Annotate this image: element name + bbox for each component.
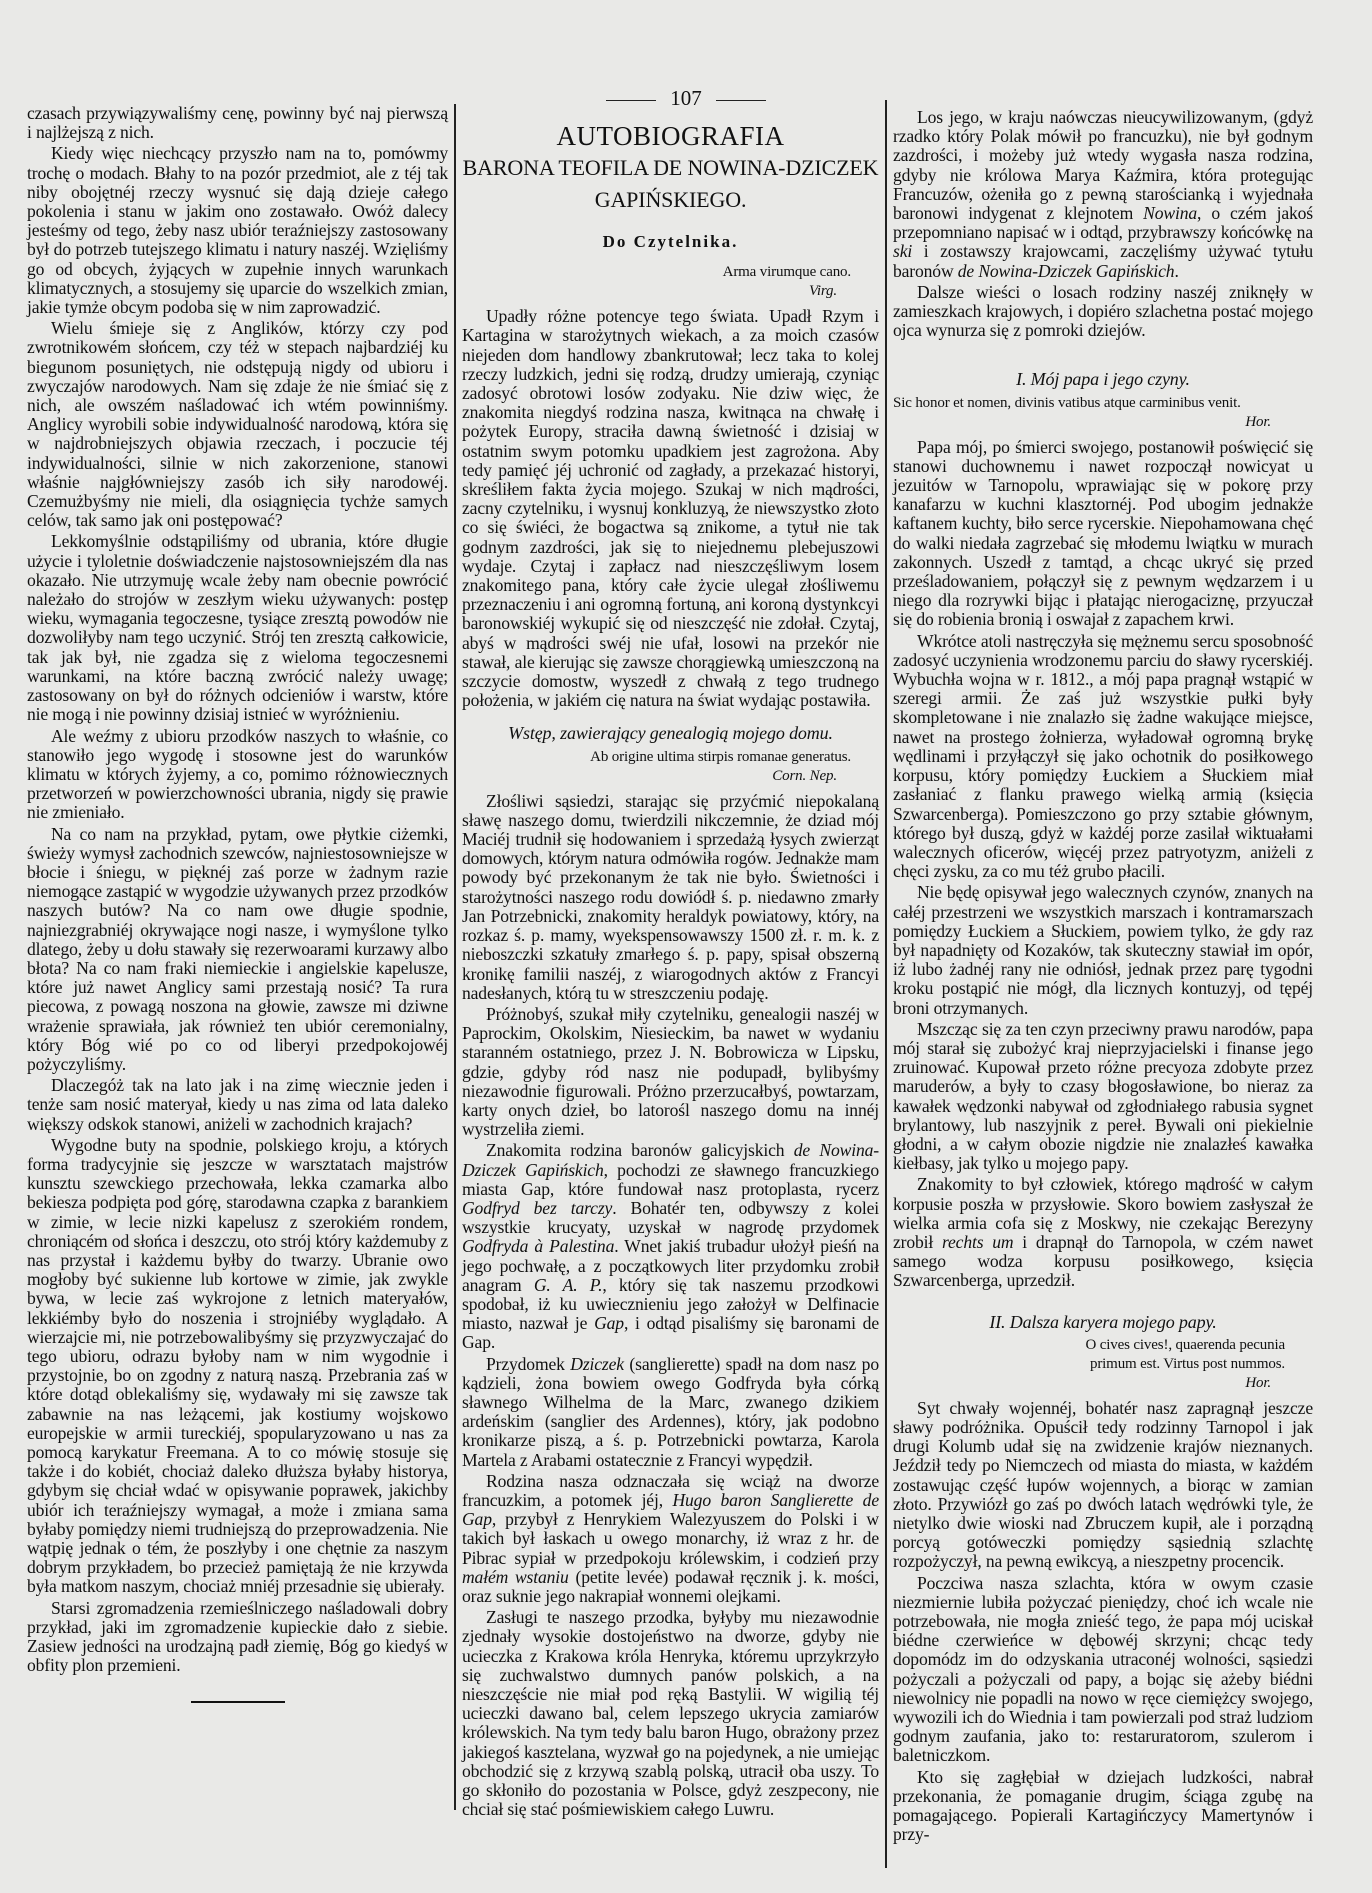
- italic-text: Nowina: [1143, 203, 1198, 224]
- italic-text: rechts um: [941, 1231, 1014, 1252]
- paragraph: [893, 283, 1313, 341]
- text: i zostawszy krajowcami, zaczęliśmy używać tytułu baronów: [893, 241, 1313, 281]
- paragraph: [27, 319, 448, 530]
- column-divider-right: [885, 100, 887, 1868]
- epigraph-line: primum est. Virtus post nummos.: [1089, 1355, 1285, 1372]
- epigraph-line: O cives cives!, quaerenda pecunia: [1085, 1336, 1285, 1353]
- paragraph: [462, 1608, 879, 1819]
- genealogy-paragraphs: [462, 792, 879, 1820]
- epigraph: Sic honor et nomen, divinis vatibus atque carminibus venit.: [893, 394, 1241, 411]
- text: Próżnobyś, szukał miły czytelniku, genealogii naszéj w Paprockim, Okolskim, Niesieckim, ba nawet w wydaniu staranném ostatniego, przez J. N. Bobrowicza w Lipsku, gdzie, gdyby ród nasz nie podupadł, bylibyśmy niezawodnie figurowali. Próżno przerzucałbyś, powtarzam, karty onych dzieł, bo latorośl naszego domu na innéj wystrzeliła ziemi.: [462, 1003, 879, 1140]
- column-1-paragraphs: [27, 104, 448, 1675]
- text: Wielu śmieje się z Anglików, którzy czy pod zwrotnikowém słońcem, czy téż w stepach najbardziéj ku biegunom posuniętych, nie odstępują nigdy od ubioru i zwyczajów narodowych. Nam się zdaje że nie śmiać się z nich, ale owszém naśladować ich wtém powinniśmy. Anglicy wyrobili sobie indywidualność narodową, która się w najdrobniejszych objawia rzeczach, i poczucie téj indywidualności, silnie w nich zakorzenione, stanowi właśnie najgłówniejszy zasób ich siły narodowéj. Czemużbyśmy nie mieli, dla osiągnięcia tychże samych celów, tak samo jak oni postępować?: [27, 318, 448, 531]
- italic-text: Dziczek: [570, 1353, 624, 1374]
- dedication-heading: Do Czytelnika.: [602, 232, 739, 251]
- text: Przydomek: [486, 1353, 571, 1374]
- paragraph: [462, 1005, 879, 1139]
- italic-text: de Nowina-Dziczek Gapińskich: [462, 1140, 879, 1180]
- text: Ale weźmy z ubioru przodków naszych to właśnie, co stanowiło jego wygodę i stosowne jest do warunków klimatu w których żyjemy, a co, pomimo różnowiecznych przetworzeń w powierzchowności ubrania, nigdy się prawie nie zmieniało.: [27, 725, 448, 823]
- italic-text: małém wstaniu: [462, 1566, 569, 1587]
- text: Papa mój, po śmierci swojego, postanowił poświęcić się stanowi duchownemu i nawet rozpoczął nowicyat u jezuitów w Tarnopolu, wprawiając się w pokorę przy kanafarzu w kuchni klasztornéj. Pod ubogim jednakże kaftanem kuchty, biło serce rycerskie. Niepohamowana chęć do walki niedała zagrzebać się młodemu lwiątku w murach zakonnych. Uszedł z tamtąd, a chcąc ukryć się przed prześladowaniem, połączył się z pewnym wędzarzem i u niego dla rozrywki bijąc i płatając nierogaciznę, przyuczał się do robienia bronią i oswajał z zapachem krwi.: [893, 436, 1313, 630]
- chapter-1-paragraphs: [893, 438, 1313, 1291]
- italic-text: Godfryd bez tarczy: [462, 1197, 613, 1218]
- column-2: [462, 112, 879, 1821]
- italic-text: G. A. P.: [533, 1274, 603, 1295]
- column-divider-left: [454, 104, 456, 1810]
- text: i drapnął do Tarnopola, w czém nawet samego wodza korpusu posiłkowego, księcia Szwarcenberga, uprzedził.: [893, 1231, 1313, 1291]
- paragraph: [462, 307, 879, 710]
- text: Kto się zagłębiał w dziejach ludzkości, nabrał przekonania, że pomaganie drugim, ściąga zgubę na pomagającego. Popierali Kartagińczycy Mamertynów i przy-: [893, 1766, 1313, 1845]
- text: Los jego, w kraju naówczas nieucywilizowanym, (gdyż rzadko który Polak mówił po francuzku), nie był godnym zazdrości, i możeby już wtedy wygasła nasza rodzina, gdyby nie królowa Marya Kaźmira, która protegując Francuzów, ożeniła go z pewną starościanką i wyjednała baronowi indygenat z klejnotem: [893, 107, 1313, 224]
- page-number-text: 107: [670, 86, 702, 110]
- paragraph: [893, 108, 1313, 281]
- column-1: [27, 104, 448, 1703]
- epigraph-author: Virg.: [809, 283, 837, 300]
- section-heading: Wstęp, zawierający genealogią mojego domu.: [508, 723, 833, 744]
- text: Złośliwi sąsiedzi, starając się przyćmić niepokalaną sławę naszego domu, twierdzili nikczemnie, że dziad mój Maciéj trudnił się hodowaniem i sprzedażą łysych zwierząt domowych, którym natura odmówiła rogów. Jednakże mam powody być przekonanym że tak nie było. Świetności i starożytności naszego rodu dowiódł ś. p. niedawno zmarły Jan Potrzebnicki, znakomity heraldyk powiatowy, który, na rozkaz ś. p. mamy, wyekspensowawszy 1500 zł. r. m. k. z nieboszczki szkatuły zmarłego ś. p. papy, spisał obszerną kronikę familii naszéj, z wiarogodnych aktów z Francyi nadesłanych, którą tu w streszczeniu podaję.: [462, 790, 879, 1003]
- paragraph: [893, 1768, 1313, 1845]
- paragraph: [893, 1175, 1313, 1290]
- column-3: [893, 108, 1313, 1846]
- text: , który się tak naszemu przodkowi spodobał, iż ku uwiecznieniu jego założył w Delfinacie miasto, nazwał je: [462, 1274, 880, 1334]
- chapter-1-heading: I. Mój papa i jego czyny.: [1016, 369, 1190, 390]
- text: Dlaczegóż tak na lato jak i na zimę wiecznie jeden i tenże sam nosić materyał, kiedy u nas zima od lata daleko większy odskok stanowi, aniżeli w zachodnich krajach?: [27, 1075, 448, 1134]
- intro-paragraphs: [462, 307, 879, 710]
- text: Syt chwały wojennéj, bohatér nasz zapragnął jeszcze sławy podróżnika. Opuścił tedy rodzinny Tarnopol i jak drugi Kolumb udał się na zwidzenie krajów nieznanych. Jeździł tedy po Niemczech od miasta do miasta, w każdém zostawując część łupów wojennych, a biorąc w zamian złoto. Przywiózł go zaś po dwóch latach wędrówki tyle, że nietylko dwie wioski nad Zbruczem kupił, ale i porządną porcyą gotóweczki pomiędzy sąsiednią szlachtę rozpożyczył, na pewną ewikcyą, a nieszpetny procencik.: [893, 1397, 1313, 1572]
- text: Na co nam na przykład, pytam, owe płytkie ciżemki, świeży wymysł zachodnich szewców, najniestosowniejsze w błocie i śniegu, w pięknéj zaś porze w żadnym razie niemogące zastąpić w wygodzie używanych przez przodków naszych butów? Na co nam owe długie spodnie, najniezgrabniéj okrywające nogi nasze, i wymyślone tylko dlatego, żeby u dołu stawały się rezerwoarami kurzawy albo błota? Na co nam fraki niemieckie i angielskie kapelusze, które już nawet Anglicy sami przestają nosić? Ta rura piecowa, z powagą noszona na głowie, zawsze mi dziwne wrażenie sprawiała, jak również ten ubiór ceremonialny, który Bóg wié po co od liberyi przedpokojowéj pożyczyliśmy.: [27, 823, 448, 1074]
- text: czasach przywiązywaliśmy cenę, powinny być naj pierwszą i najlżejszą z nich.: [27, 103, 448, 143]
- text: , o czém jakoś przepomniano napisać w i odtąd, przybrawszy końcówkę na: [893, 203, 1313, 243]
- paragraph: [462, 1141, 879, 1352]
- paragraph: [893, 1399, 1313, 1572]
- text: Upadły różne potencye tego świata. Upadł Rzym i Kartagina w starożytnych wiekach, a za moich czasów niejeden dom handlowy zbankrutował; lecz taka to kolej rzeczy ludzkich, jedni się rodzą, drudzy umierają, czyniąc zadosyć obrotowi losów zodyaku. Nie dziw więc, że znakomita niegdyś rodzina nasza, kwitnąca na chwałę i pożytek Europy, straciła dawną świetność i dzisiaj w ostatnim swym potomku upadkiem jest zagrożona. Aby tedy pamięć jéj uchronić od zagłady, a przekazać historyi, skreśliłem fakta życia mojego. Szukaj w nich mądrości, zacny czytelniku, i wysnuj konkluzyą, że niewszystko złoto co się świéci, że bogactwa są znikome, a tytuł nie tak godnym zazdrości, jak się to niejednemu plebejuszowi wydaje. Czytaj i zapłacz nad nieszczęśliwym losem znakomitego pana, który całe życie ulegał złośliwemu przeznaczeniu i ani ogromną fortuną, ani koroną dystynkcyi baronowskiéj wykupić się od nieszczęść nie zdołał. Czytaj, abyś w mądrości swéj nie ufał, losowi na przekór nie stawał, ale kierując się zawsze chorągiewką umieszczoną na szczycie domostw, wyszedł z chwałą z tego trudnego położenia, w jakiém cię natura na świat wydając postawiła.: [462, 306, 879, 711]
- paragraph: [27, 1599, 448, 1676]
- italic-text: de Nowina-Dziczek Gapińskich: [957, 260, 1175, 281]
- text: Mszcząc się za ten czyn przeciwny prawu narodów, papa mój starał się zubożyć kraj nieprzyjacielski i finanse jego zruinować. Kupował przeto różne precyoza zdobyte przez maruderów, a były to czasy błogosławione, bo nieraz za kawałek wędzonki nabywał od zgłodniałego rabusia sygnet brylantowy, lub naszyjnik z pereł. Bywali oni piekielnie głodni, a w całym obozie nigdzie nie znalazłeś kawałka kiełbasy, jak tylko u mojego papy.: [893, 1018, 1313, 1174]
- paragraph: [27, 1076, 448, 1134]
- text: Starsi zgromadzenia rzemieślniczego naśladowali dobry przykład, jaki im zgromadzenie kupieckie dało z siebie. Zasiew jedności na urodzajną padł ziemię, Bóg go kiedyś w obfity plon przemieni.: [27, 1597, 448, 1676]
- paragraph: [27, 532, 448, 724]
- chapter-2-paragraphs: [893, 1399, 1313, 1845]
- epigraph-author: Hor.: [1245, 1374, 1271, 1391]
- text: , i odtąd pisaliśmy się baronami de Gap.: [462, 1313, 879, 1353]
- text: Wygodne buty na spodnie, polskiego kroju, a których forma tradycyjnie się jeszcze w warsztatach majstrów kunsztu szewckiego przechowała, lekka czamarka albo bekiesza podpięta pod górę, starodawna czapka z barankiem w zimie, w lecie nizki kapelusz z szerokiém rondem, chroniącém od słońca i deszczu, oto strój który każdemuby z nas przystał i każdemu byłby do twarzy. Ubranie owo mogłoby być sukienne lub kortowe w zimie, jak zwykle bywa, w lecie zaś wykrojone z letnich materyałów, lekkiémby było do noszenia i strojniéby wyglądało. A wierzajcie mi, nie potrzebowalibyśmy się przyzwyczajać do tego ubioru, odrazu byłoby nam w nim wygodnie i przystojnie, bo on zgodny z naturą naszą. Przebrania zaś w które dotąd oblekaliśmy się, wydawały mi się zawsze tak zabawnie na nas leżącemi, jak kostiumy wojskowo europejskie w armii tureckiéj, spopularyzowano u nas za pomocą karykatur Freemana. A to co mówię stosuje się także i do kobiét, chociaż daleko dłuższa byłaby historya, gdybym się chciał wdać w opisywanie poprawek, jakichby ubiór ich teraźniejszy wymagał, a może i zmiana sama byłaby pomiędzy niemi trudniejszą do przeprowadzenia. Nie wątpię jednak o tém, że poszłyby i one chętnie za naszym dobrym przykładem, bo przecież pamiętają że nie krzywda była matkom naszym, chociaż mniéj przesadnie się ubierały.: [27, 1134, 448, 1597]
- article-title: AUTOBIOGRAFIA: [556, 121, 785, 151]
- article-subtitle: BARONA TEOFILA DE NOWINA-DZICZEK: [462, 155, 879, 180]
- italic-text: Hugo baron Sanglierette de Gap: [462, 1489, 879, 1530]
- page-number-dash-right: [716, 100, 766, 101]
- text: . Bohatér ten, odbywszy z kolei wszystkie krucyaty, uzyskał w nagrodę przydomek: [462, 1197, 879, 1238]
- text: Rodzina nasza odznaczała się wciąż na dworze francuzkim, a potomek jéj,: [462, 1470, 879, 1510]
- epigraph-author: Hor.: [1245, 413, 1271, 430]
- paragraph: [462, 792, 879, 1003]
- text: Poczciwa nasza szlachta, która w owym czasie niezmiernie lubiła pożyczać pieniędzy, choć ich wcale nie potrzebowała, nie mogła znieść tego, że papa mój uciskał biédne czerwieńce w dębowéj skrzyni; chcąc tedy dopomódz im do odzyskania utraconéj wolności, sąsiedzi pożyczali a pożyczali od papy, a bojąc się ażeby biédni niewolnicy nie popadli na nowo w ręce ciemiężcy swojego, wywozili ich do Wiednia i tam powierzali pod straż ludziom godnym zaufania, jako to: restaruratorom, szulerom i baletniczkom.: [893, 1572, 1313, 1766]
- paragraph: [27, 727, 448, 823]
- text: (petite levée) podawał ręcznik j. k. mości, oraz suknie jego nakrapiał wonnemi olejkami.: [462, 1566, 879, 1606]
- italic-text: Gap: [594, 1313, 624, 1334]
- italic-text: ski: [893, 241, 913, 262]
- paragraph: [893, 883, 1313, 1017]
- italic-text: Godfryda à Palestina: [462, 1236, 615, 1257]
- text: , pochodzi ze sławnego francuzkiego miasta Gap, które fundował nasz protoplasta, rycerz: [462, 1159, 879, 1199]
- paragraph: [27, 825, 448, 1075]
- paragraph: [462, 1472, 879, 1606]
- paragraph: [27, 1136, 448, 1597]
- article-subtitle-2: GAPIŃSKIEGO.: [594, 187, 747, 212]
- page-number-dash-left: [606, 100, 656, 101]
- text: Wkrótce atoli nastręczyła się mężnemu sercu sposobność zadosyć uczynienia wrodzonemu parciu do sławy rycerskiéj. Wybuchła wojna w r. 1812., a mój papa pragnął wstąpić w szeregi armii. Że zaś już wszystkie pułki były skompletowane i nie znalazło się żadne wakujące miejsce, nawet na prostego żołnierza, wyładował ogromną brykę wędlinami i przyłączył się jako ochotnik do posiłkowego korpusu, który pomiędzy Łuckiem a Słuckiem miał zasłaniać z flanku prawego wielką armią (księcia Szwarcenberga). Pomieszczono go przy sztabie głównym, którego był duszą, gdyż w każdéj porze zasilał wiktuałami walecznych oficerów, więcéj przez patryotyzm, aniżeli z chęci zysku, za co mu téż grubo płacili.: [893, 630, 1313, 882]
- text: Zasługi te naszego przodka, byłyby mu niezawodnie zjednały wysokie dostojeństwo na dworze, gdyby nie ucieczka z Krakowa króla Henryka, któremu uprzykrzyło się zuchwalstwo dumnych panów polskich, a na nieszczęście nie miał pod ręką Bastylii. W wigilią téj ucieczki dawano bal, celem lepszego ukrycia zamiarów królewskich. Na tym tedy balu baron Hugo, obrażony przez jakiegoś kasztelana, wyzwał go na pojedynek, a nie umiejąc obchodzić się z krzywą szablą polską, utracił oba uszy. To go skłoniło do pozostania w Polsce, gdyż zeszpecony, nie chciał się stać pośmiewiskiem całego Luwru.: [462, 1607, 879, 1820]
- text: Dalsze wieści o losach rodziny naszéj zniknęły w zamieszkach krajowych, i dopiéro szlachetna postać mojego ojca wynurza się z pomroki dziejów.: [893, 281, 1313, 341]
- text: Znakomity to był człowiek, którego mądrość w całym korpusie poszła w przysłowie. Skoro bowiem zasłyszał że wielka armia cofa się z Moskwy, nie czekając Berezyny zrobił: [893, 1174, 1313, 1252]
- chapter-2-heading: II. Dalsza karyera mojego papy.: [989, 1311, 1217, 1332]
- text: Kiedy więc niechcący przyszło nam na to, pomówmy trochę o modach. Błahy to na pozór przedmiot, ale z téj tak niby obojętnéj rzeczy wysnuć się dają dzieje całego pokolenia i stanu w jakim ono zostawało. Owóż dalecy jesteśmy od tego, żeby nasz ubiór teraźniejszy zastosowany był do potrzeb tutejszego klimatu i natury naszéj. Wzięliśmy go od obcych, żyjących w zupełnie innych warunkach klimatycznych, a stosujemy się uparcie do wszelkich zmian, jakie tymże obcym podoba się w nim zaprowadzić.: [27, 143, 448, 318]
- continuation-paragraphs: [893, 108, 1313, 340]
- paragraph: [893, 438, 1313, 630]
- paragraph: [27, 104, 448, 142]
- end-rule: [191, 1701, 285, 1703]
- paragraph: [27, 144, 448, 317]
- paragraph: [462, 1355, 879, 1470]
- text: Nie będę opisywał jego walecznych czynów, znanych na całéj przestrzeni we wszystkich marszach i kontramarszach pomiędzy Łuckiem a Słuckiem, powiem tylko, że gdy raz był napadnięty od Kozaków, tak skuteczny stawiał im opór, iż lubo żadnéj rany nie odniósł, jednak przez parę tygodni kroku postąpić nie mógł, dla licznych kontuzyj, od tępéj broni otrzymanych.: [893, 882, 1313, 1018]
- text: , przybył z Henrykiem Walezyuszem do Polski i w takich był łaskach u owego monarchy, iż wraz z hr. de Pibrac sypiał w przedpokoju królewskim, i codzień przy: [462, 1509, 879, 1568]
- epigraph-author: Corn. Nep.: [772, 767, 837, 784]
- text: .: [1174, 260, 1179, 281]
- epigraph: Ab origine ultima stirpis romanae generatus.: [590, 748, 851, 765]
- paragraph: [893, 1574, 1313, 1766]
- text: . Wnet jakiś trubadur ułożył pieśń na jego pochwałę, a z początkowych liter przydomku zrobił anagram: [462, 1236, 879, 1295]
- text: Lekkomyślnie odstąpiliśmy od ubrania, które długie użycie i tyloletnie doświadczenie najstosowniejszém dla nas okazało. Nie utrzymuję wcale żeby nam obecnie powrócić należało do strojów w zeszłym wieku używanych: postęp wieku, wymagania tegoczesne, tysiące zresztą powodów nie dozwoliłyby nam tego uczynić. Strój ten zresztą całkowicie, tak jak był, nie zgadza się z wieloma tegoczesnemi warunkami, na które baczną zwrócić należy uwagę; zastosowany on był do różnych odcieniów i warstw, które nie mogą i nie powinny dzisiaj istnieć w wyróżnieniu.: [27, 531, 448, 725]
- paragraph: [893, 1020, 1313, 1174]
- epigraph: Arma virumque cano.: [722, 264, 851, 281]
- text: Znakomita rodzina baronów galicyjskich: [486, 1140, 794, 1161]
- paragraph: [893, 632, 1313, 882]
- text: (sanglierette) spadł na dom nasz po kądzieli, żona bowiem owego Godfryda była córką sławnego Wilhelma de la Marc, zwanego dzikiem ardeńskim (sanglier des Ardennes), który, jak podobno kronikarze piszą, a ś. p. Potrzebnicki powtarza, Karola Martela z Arabami ostatecznie z Francyi wypędził.: [462, 1353, 879, 1470]
